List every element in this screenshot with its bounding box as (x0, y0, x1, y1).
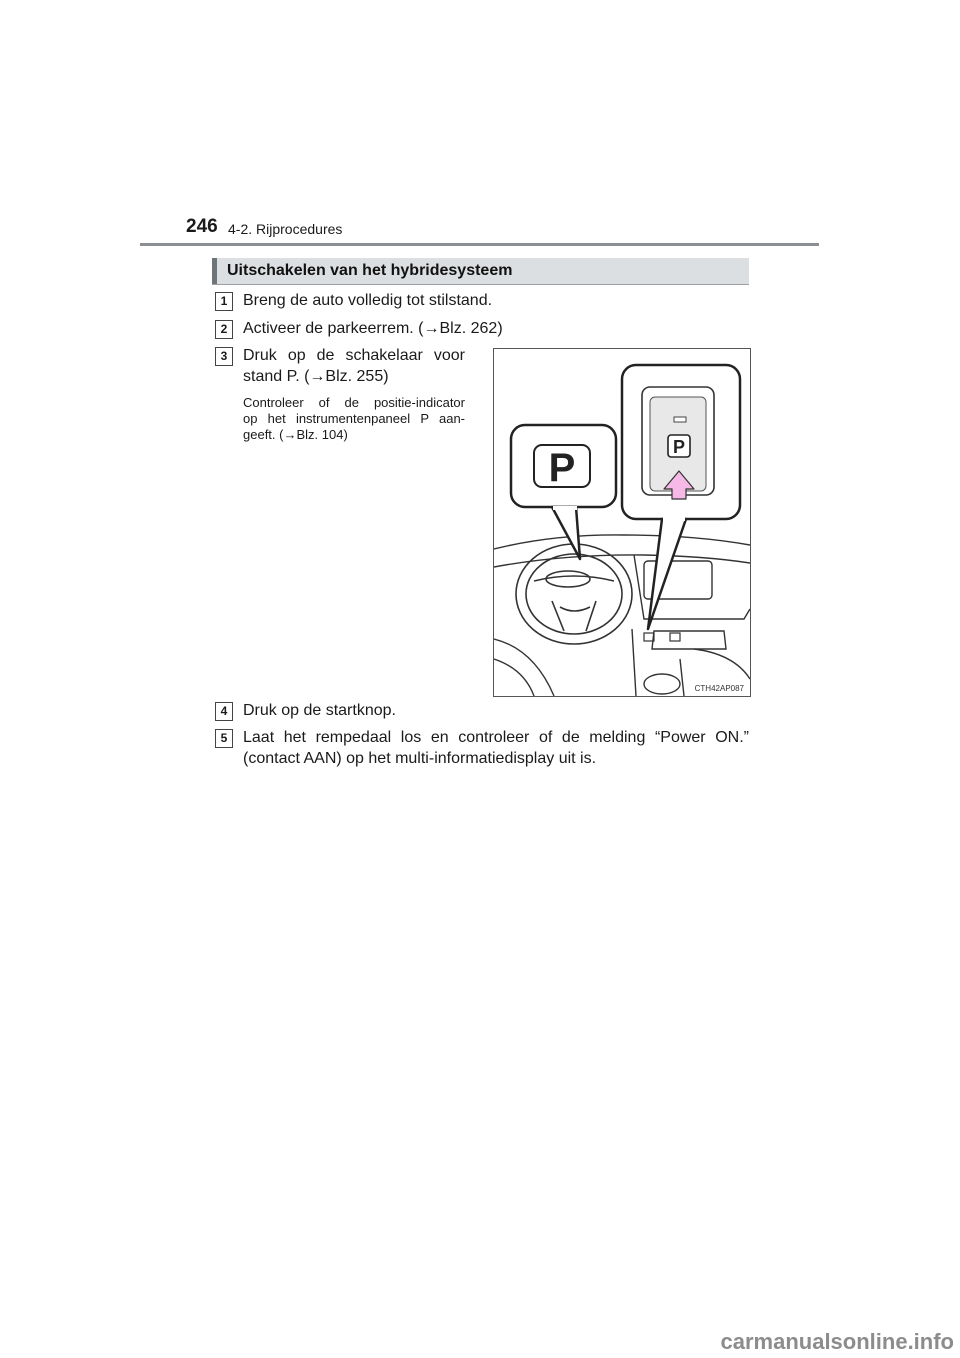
note-line: op het instrumentenpaneel P aan- (243, 411, 465, 426)
note-line: geeft. (→Blz. 104) (243, 427, 348, 442)
step-text-line: (contact AAN) op het multi-informatiedisplay uit is. (243, 750, 597, 767)
step-number: 4 (215, 702, 233, 721)
watermark: carmanualsonline.info (711, 1327, 960, 1358)
step-note (243, 395, 465, 443)
step-text-line: Laat het rempedaal los en controleer of de melding “Power ON.” (243, 729, 749, 746)
step-text: Activeer de parkeerrem. (→Blz. 262) (243, 320, 503, 337)
step-text-line: stand P. (→Blz. 255) (243, 368, 389, 385)
figure-code: CTH42AP087 (694, 684, 744, 693)
callout-right-letter: P (672, 437, 686, 457)
callout-left-letter: P (548, 446, 576, 490)
dashboard-illustration (494, 349, 750, 696)
step-text-line: Druk op de schakelaar voor (243, 347, 465, 364)
chapter-title: 4-2. Rijprocedures (228, 221, 343, 237)
step-number: 5 (215, 729, 233, 748)
step-text: Breng de auto volledig tot stilstand. (243, 292, 493, 309)
step-number: 1 (215, 292, 233, 311)
step-number: 3 (215, 347, 233, 366)
note-line: Controleer of de positie-indicator (243, 395, 465, 410)
step-number: 2 (215, 320, 233, 339)
section-title: Uitschakelen van het hybridesysteem (227, 262, 513, 279)
step-text-block (243, 727, 749, 769)
figure-shift-p-button (493, 348, 751, 697)
section-accent (212, 258, 217, 284)
step-text: Druk op de startknop. (243, 702, 396, 719)
callout-left (511, 425, 616, 559)
step-text-block (243, 345, 465, 443)
page-number: 246 (186, 216, 218, 237)
section-heading-bar (212, 258, 749, 285)
header-rule (140, 243, 819, 246)
